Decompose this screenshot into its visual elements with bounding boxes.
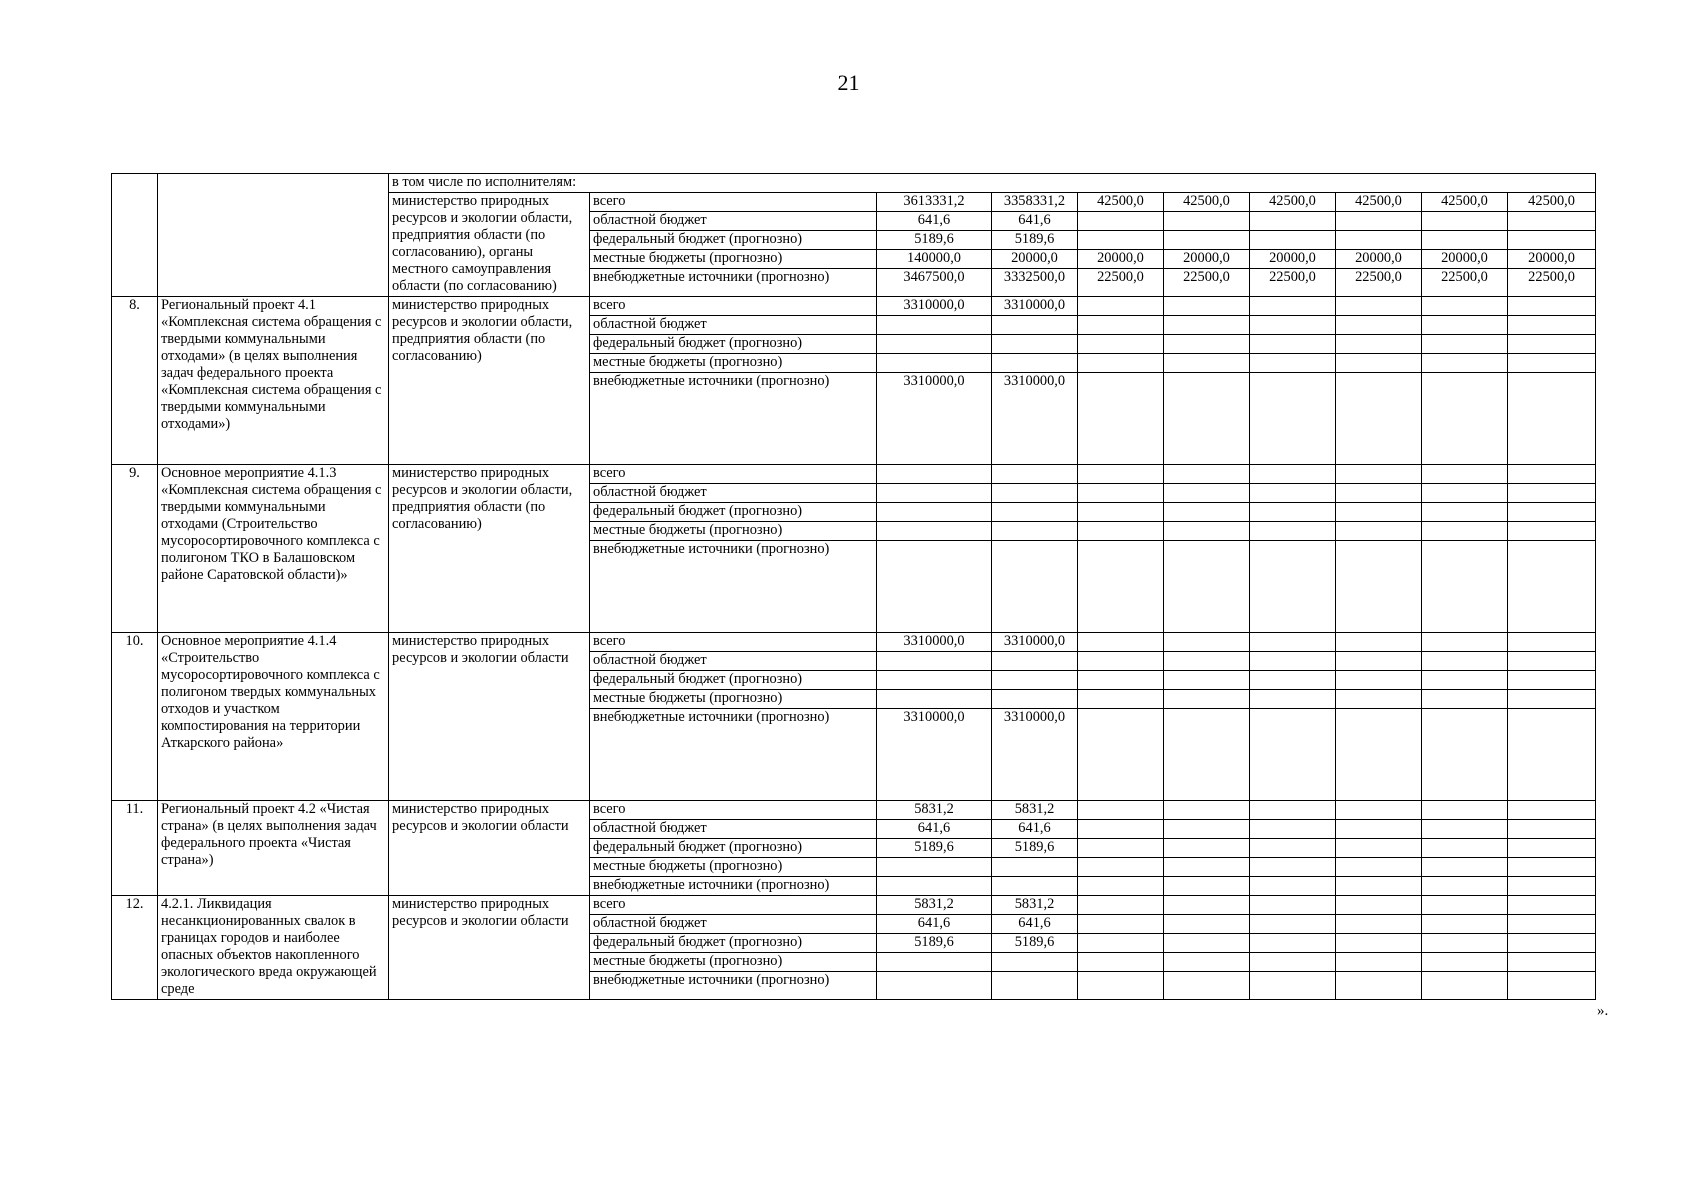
year-value-cell (1250, 915, 1336, 934)
row-number-cell: 10. (112, 633, 158, 801)
year-value-cell (992, 541, 1078, 633)
year-value-cell (1508, 858, 1596, 877)
year-value-cell (1078, 633, 1164, 652)
total-value-cell (877, 503, 992, 522)
year-value-cell (1164, 231, 1250, 250)
year-value-cell (1250, 953, 1336, 972)
year-value-cell: 22500,0 (1336, 269, 1422, 297)
year-value-cell (1078, 316, 1164, 335)
year-value-cell (1078, 231, 1164, 250)
year-value-cell (1250, 858, 1336, 877)
year-value-cell (1508, 316, 1596, 335)
year-value-cell (1336, 709, 1422, 801)
year-value-cell (1250, 709, 1336, 801)
year-value-cell (1422, 316, 1508, 335)
year-value-cell (1164, 839, 1250, 858)
year-value-cell (1422, 839, 1508, 858)
year-value-cell (1422, 972, 1508, 1000)
year-value-cell (1078, 934, 1164, 953)
row-number-cell (112, 174, 158, 297)
year-value-cell (1250, 801, 1336, 820)
year-value-cell (1078, 671, 1164, 690)
year-value-cell: 5189,6 (992, 231, 1078, 250)
year-value-cell (992, 953, 1078, 972)
year-value-cell (1164, 212, 1250, 231)
year-value-cell (1508, 231, 1596, 250)
year-value-cell (1336, 972, 1422, 1000)
year-value-cell (1250, 503, 1336, 522)
year-value-cell (1508, 652, 1596, 671)
funding-source-cell: областной бюджет (590, 316, 877, 335)
total-value-cell (877, 671, 992, 690)
total-value-cell (877, 335, 992, 354)
table-row (112, 633, 1596, 652)
year-value-cell (992, 484, 1078, 503)
funding-source-cell: областной бюджет (590, 915, 877, 934)
table-row (112, 801, 1596, 820)
year-value-cell (1422, 633, 1508, 652)
year-value-cell (1508, 297, 1596, 316)
year-value-cell (1336, 503, 1422, 522)
year-value-cell (1078, 877, 1164, 896)
table-row (112, 896, 1596, 915)
year-value-cell (1250, 934, 1336, 953)
year-value-cell (1164, 373, 1250, 465)
year-value-cell (1078, 354, 1164, 373)
total-value-cell: 5831,2 (877, 801, 992, 820)
year-value-cell (1164, 541, 1250, 633)
year-value-cell (1422, 690, 1508, 709)
funding-source-cell: местные бюджеты (прогнозно) (590, 522, 877, 541)
year-value-cell (1508, 690, 1596, 709)
year-value-cell (1164, 972, 1250, 1000)
year-value-cell: 3310000,0 (992, 297, 1078, 316)
year-value-cell: 20000,0 (1508, 250, 1596, 269)
table-row (112, 297, 1596, 316)
year-value-cell (1164, 633, 1250, 652)
year-value-cell (1336, 484, 1422, 503)
year-value-cell (1508, 335, 1596, 354)
year-value-cell (1250, 671, 1336, 690)
year-value-cell (1422, 671, 1508, 690)
row-number-cell: 11. (112, 801, 158, 896)
funding-source-cell: областной бюджет (590, 820, 877, 839)
year-value-cell (1078, 858, 1164, 877)
year-value-cell (1164, 820, 1250, 839)
total-value-cell: 5189,6 (877, 231, 992, 250)
year-value-cell: 42500,0 (1164, 193, 1250, 212)
year-value-cell (1078, 820, 1164, 839)
total-value-cell (877, 652, 992, 671)
year-value-cell (1078, 709, 1164, 801)
funding-source-cell: местные бюджеты (прогнозно) (590, 250, 877, 269)
funding-source-cell: местные бюджеты (прогнозно) (590, 858, 877, 877)
year-value-cell (1336, 522, 1422, 541)
year-value-cell (1164, 877, 1250, 896)
year-value-cell (1078, 801, 1164, 820)
event-name-cell: Основное мероприятие 4.1.4 «Строительство мусоросортировочного комплекса с полигоном твердых коммунальных отходов и участком компостирования на территории Аткарского района» (158, 633, 389, 801)
year-value-cell (1250, 652, 1336, 671)
year-value-cell (1422, 212, 1508, 231)
event-name-cell: Региональный проект 4.2 «Чистая страна» (в целях выполнения задач федерального проекта «Чистая страна») (158, 801, 389, 896)
row-number-cell: 12. (112, 896, 158, 1000)
total-value-cell (877, 541, 992, 633)
year-value-cell (992, 522, 1078, 541)
funding-source-cell: внебюджетные источники (прогнозно) (590, 541, 877, 633)
year-value-cell (1250, 297, 1336, 316)
year-value-cell: 22500,0 (1164, 269, 1250, 297)
year-value-cell (1164, 484, 1250, 503)
total-value-cell: 3310000,0 (877, 633, 992, 652)
year-value-cell (1422, 896, 1508, 915)
year-value-cell (1508, 877, 1596, 896)
year-value-cell (1078, 972, 1164, 1000)
year-value-cell (1508, 934, 1596, 953)
event-name-cell: Основное мероприятие 4.1.3 «Комплексная система обращения с твердыми коммунальными отходами (Строительство мусоросортировочного комплекса с полигоном ТКО в Балашовском районе Саратовской области)» (158, 465, 389, 633)
year-value-cell (992, 316, 1078, 335)
year-value-cell: 20000,0 (992, 250, 1078, 269)
year-value-cell (1422, 373, 1508, 465)
year-value-cell (1164, 801, 1250, 820)
year-value-cell: 22500,0 (1422, 269, 1508, 297)
funding-source-cell: федеральный бюджет (прогнозно) (590, 335, 877, 354)
year-value-cell: 3310000,0 (992, 373, 1078, 465)
event-name-cell: 4.2.1. Ликвидация несанкционированных свалок в границах городов и наиболее опасных объектов накопленного экологического вреда окружающей среде (158, 896, 389, 1000)
year-value-cell (1078, 522, 1164, 541)
funding-source-cell: всего (590, 896, 877, 915)
year-value-cell: 22500,0 (1250, 269, 1336, 297)
funding-source-cell: всего (590, 465, 877, 484)
year-value-cell (1078, 465, 1164, 484)
year-value-cell (1336, 690, 1422, 709)
year-value-cell (1164, 465, 1250, 484)
year-value-cell (1508, 709, 1596, 801)
year-value-cell: 22500,0 (1078, 269, 1164, 297)
year-value-cell (1250, 839, 1336, 858)
year-value-cell (1336, 820, 1422, 839)
year-value-cell (1336, 858, 1422, 877)
funding-source-cell: федеральный бюджет (прогнозно) (590, 839, 877, 858)
year-value-cell (1422, 801, 1508, 820)
year-value-cell (1078, 915, 1164, 934)
year-value-cell: 3358331,2 (992, 193, 1078, 212)
year-value-cell (1508, 522, 1596, 541)
table-row (112, 174, 1596, 193)
funding-source-cell: внебюджетные источники (прогнозно) (590, 709, 877, 801)
table-row (112, 465, 1596, 484)
year-value-cell (1422, 522, 1508, 541)
total-value-cell: 3467500,0 (877, 269, 992, 297)
year-value-cell: 5189,6 (992, 934, 1078, 953)
year-value-cell (1508, 503, 1596, 522)
executor-cell: министерство природных ресурсов и экологии области, предприятия области (по согласованию) (389, 297, 590, 465)
row-number-cell: 8. (112, 297, 158, 465)
year-value-cell (1164, 709, 1250, 801)
year-value-cell: 20000,0 (1336, 250, 1422, 269)
year-value-cell (1336, 212, 1422, 231)
year-value-cell (1078, 212, 1164, 231)
year-value-cell (1078, 652, 1164, 671)
year-value-cell: 641,6 (992, 820, 1078, 839)
funding-source-cell: внебюджетные источники (прогнозно) (590, 877, 877, 896)
year-value-cell (1078, 373, 1164, 465)
total-value-cell (877, 465, 992, 484)
year-value-cell (1078, 896, 1164, 915)
year-value-cell (992, 354, 1078, 373)
year-value-cell (1250, 231, 1336, 250)
funding-source-cell: областной бюджет (590, 212, 877, 231)
year-value-cell (1422, 820, 1508, 839)
total-value-cell: 641,6 (877, 915, 992, 934)
year-value-cell: 20000,0 (1422, 250, 1508, 269)
funding-source-cell: внебюджетные источники (прогнозно) (590, 972, 877, 1000)
year-value-cell (1508, 484, 1596, 503)
year-value-cell (1164, 953, 1250, 972)
year-value-cell (1164, 297, 1250, 316)
funding-source-cell: местные бюджеты (прогнозно) (590, 690, 877, 709)
funding-source-cell: внебюджетные источники (прогнозно) (590, 269, 877, 297)
total-value-cell: 5831,2 (877, 896, 992, 915)
year-value-cell (1508, 373, 1596, 465)
executor-cell: министерство природных ресурсов и экологии области (389, 801, 590, 896)
year-value-cell (1336, 373, 1422, 465)
by-executors-label: в том числе по исполнителям: (389, 174, 1596, 193)
year-value-cell (1078, 839, 1164, 858)
total-value-cell: 5189,6 (877, 934, 992, 953)
year-value-cell (1250, 896, 1336, 915)
year-value-cell (1336, 877, 1422, 896)
funding-source-cell: федеральный бюджет (прогнозно) (590, 503, 877, 522)
year-value-cell (1250, 316, 1336, 335)
year-value-cell (1250, 541, 1336, 633)
year-value-cell (1422, 484, 1508, 503)
executor-cell: министерство природных ресурсов и экологии области, предприятия области (по согласованию) (389, 465, 590, 633)
closing-quote: ». (1597, 1003, 1609, 1019)
total-value-cell: 3310000,0 (877, 373, 992, 465)
year-value-cell (1508, 839, 1596, 858)
year-value-cell (1164, 503, 1250, 522)
year-value-cell (1336, 801, 1422, 820)
year-value-cell (1164, 522, 1250, 541)
year-value-cell (1078, 335, 1164, 354)
total-value-cell (877, 972, 992, 1000)
year-value-cell (1422, 465, 1508, 484)
total-value-cell (877, 316, 992, 335)
year-value-cell (1164, 335, 1250, 354)
year-value-cell (992, 877, 1078, 896)
year-value-cell (1508, 354, 1596, 373)
year-value-cell (1422, 709, 1508, 801)
total-value-cell (877, 522, 992, 541)
year-value-cell (1078, 503, 1164, 522)
year-value-cell (1336, 652, 1422, 671)
total-value-cell (877, 877, 992, 896)
executor-cell: министерство природных ресурсов и экологии области (389, 896, 590, 1000)
year-value-cell (1422, 541, 1508, 633)
year-value-cell (1164, 671, 1250, 690)
year-value-cell (1508, 212, 1596, 231)
year-value-cell (1508, 820, 1596, 839)
total-value-cell: 140000,0 (877, 250, 992, 269)
year-value-cell (1508, 801, 1596, 820)
year-value-cell (1250, 820, 1336, 839)
funding-source-cell: областной бюджет (590, 652, 877, 671)
year-value-cell (1508, 633, 1596, 652)
year-value-cell: 42500,0 (1336, 193, 1422, 212)
year-value-cell (1422, 652, 1508, 671)
year-value-cell (1336, 354, 1422, 373)
year-value-cell (1078, 541, 1164, 633)
year-value-cell (1336, 934, 1422, 953)
year-value-cell (1250, 972, 1336, 1000)
year-value-cell (1250, 335, 1336, 354)
year-value-cell (1078, 484, 1164, 503)
year-value-cell (1164, 652, 1250, 671)
year-value-cell (1508, 972, 1596, 1000)
year-value-cell (1336, 297, 1422, 316)
executor-cell: министерство природных ресурсов и экологии области (389, 633, 590, 801)
year-value-cell (992, 652, 1078, 671)
year-value-cell (1422, 934, 1508, 953)
year-value-cell (1422, 354, 1508, 373)
year-value-cell (1250, 373, 1336, 465)
year-value-cell (1336, 231, 1422, 250)
event-name-cell (158, 174, 389, 297)
year-value-cell (1336, 915, 1422, 934)
year-value-cell (1250, 212, 1336, 231)
year-value-cell (1250, 522, 1336, 541)
year-value-cell: 42500,0 (1078, 193, 1164, 212)
year-value-cell (1336, 541, 1422, 633)
year-value-cell (1422, 915, 1508, 934)
total-value-cell: 3613331,2 (877, 193, 992, 212)
year-value-cell (1164, 316, 1250, 335)
year-value-cell (1250, 690, 1336, 709)
year-value-cell (1164, 858, 1250, 877)
year-value-cell: 641,6 (992, 915, 1078, 934)
year-value-cell (1508, 953, 1596, 972)
total-value-cell (877, 690, 992, 709)
event-name-cell: Региональный проект 4.1 «Комплексная система обращения с твердыми коммунальными отходами» (в целях выполнения задач федерального проекта «Комплексная система обращения с твердыми коммунальными отходами») (158, 297, 389, 465)
year-value-cell (1336, 671, 1422, 690)
year-value-cell: 20000,0 (1250, 250, 1336, 269)
funding-source-cell: местные бюджеты (прогнозно) (590, 354, 877, 373)
funding-source-cell: областной бюджет (590, 484, 877, 503)
year-value-cell (1422, 231, 1508, 250)
funding-source-cell: всего (590, 801, 877, 820)
funding-source-cell: федеральный бюджет (прогнозно) (590, 934, 877, 953)
year-value-cell (1164, 354, 1250, 373)
year-value-cell (1250, 484, 1336, 503)
year-value-cell (1336, 839, 1422, 858)
year-value-cell (1250, 465, 1336, 484)
year-value-cell: 3332500,0 (992, 269, 1078, 297)
total-value-cell (877, 354, 992, 373)
year-value-cell: 3310000,0 (992, 633, 1078, 652)
year-value-cell (1336, 335, 1422, 354)
year-value-cell: 5831,2 (992, 801, 1078, 820)
funding-source-cell: внебюджетные источники (прогнозно) (590, 373, 877, 465)
total-value-cell: 3310000,0 (877, 709, 992, 801)
row-number-cell: 9. (112, 465, 158, 633)
year-value-cell: 22500,0 (1508, 269, 1596, 297)
year-value-cell (1164, 934, 1250, 953)
executor-cell: министерство природных ресурсов и экологии области, предприятия области (по согласованию), органы местного самоуправления области (по согласованию) (389, 193, 590, 297)
year-value-cell (992, 972, 1078, 1000)
funding-source-cell: федеральный бюджет (прогнозно) (590, 231, 877, 250)
year-value-cell: 641,6 (992, 212, 1078, 231)
year-value-cell: 3310000,0 (992, 709, 1078, 801)
total-value-cell: 641,6 (877, 212, 992, 231)
total-value-cell: 5189,6 (877, 839, 992, 858)
year-value-cell (1164, 690, 1250, 709)
year-value-cell (1422, 858, 1508, 877)
year-value-cell (1078, 690, 1164, 709)
year-value-cell (1422, 335, 1508, 354)
year-value-cell (1336, 465, 1422, 484)
year-value-cell (992, 335, 1078, 354)
year-value-cell: 20000,0 (1164, 250, 1250, 269)
year-value-cell (992, 858, 1078, 877)
year-value-cell (992, 503, 1078, 522)
year-value-cell (1336, 316, 1422, 335)
year-value-cell: 42500,0 (1422, 193, 1508, 212)
year-value-cell (1508, 915, 1596, 934)
year-value-cell (1078, 953, 1164, 972)
year-value-cell (1422, 503, 1508, 522)
year-value-cell (1164, 915, 1250, 934)
year-value-cell (1508, 671, 1596, 690)
year-value-cell (1422, 877, 1508, 896)
year-value-cell (1422, 953, 1508, 972)
year-value-cell (1250, 354, 1336, 373)
year-value-cell: 5831,2 (992, 896, 1078, 915)
year-value-cell (992, 671, 1078, 690)
year-value-cell: 42500,0 (1508, 193, 1596, 212)
year-value-cell (992, 690, 1078, 709)
year-value-cell (1164, 896, 1250, 915)
year-value-cell (1250, 633, 1336, 652)
year-value-cell (1336, 953, 1422, 972)
year-value-cell: 42500,0 (1250, 193, 1336, 212)
year-value-cell (1250, 877, 1336, 896)
year-value-cell (1336, 896, 1422, 915)
total-value-cell: 641,6 (877, 820, 992, 839)
year-value-cell (1508, 896, 1596, 915)
year-value-cell (1078, 297, 1164, 316)
total-value-cell (877, 953, 992, 972)
budget-table (111, 173, 1596, 1000)
funding-source-cell: всего (590, 193, 877, 212)
total-value-cell: 3310000,0 (877, 297, 992, 316)
year-value-cell (1422, 297, 1508, 316)
total-value-cell (877, 484, 992, 503)
page-number: 21 (837, 70, 860, 95)
year-value-cell: 5189,6 (992, 839, 1078, 858)
funding-source-cell: местные бюджеты (прогнозно) (590, 953, 877, 972)
total-value-cell (877, 858, 992, 877)
year-value-cell: 20000,0 (1078, 250, 1164, 269)
funding-source-cell: всего (590, 297, 877, 316)
year-value-cell (992, 465, 1078, 484)
funding-source-cell: всего (590, 633, 877, 652)
funding-source-cell: федеральный бюджет (прогнозно) (590, 671, 877, 690)
year-value-cell (1336, 633, 1422, 652)
year-value-cell (1508, 541, 1596, 633)
year-value-cell (1508, 465, 1596, 484)
